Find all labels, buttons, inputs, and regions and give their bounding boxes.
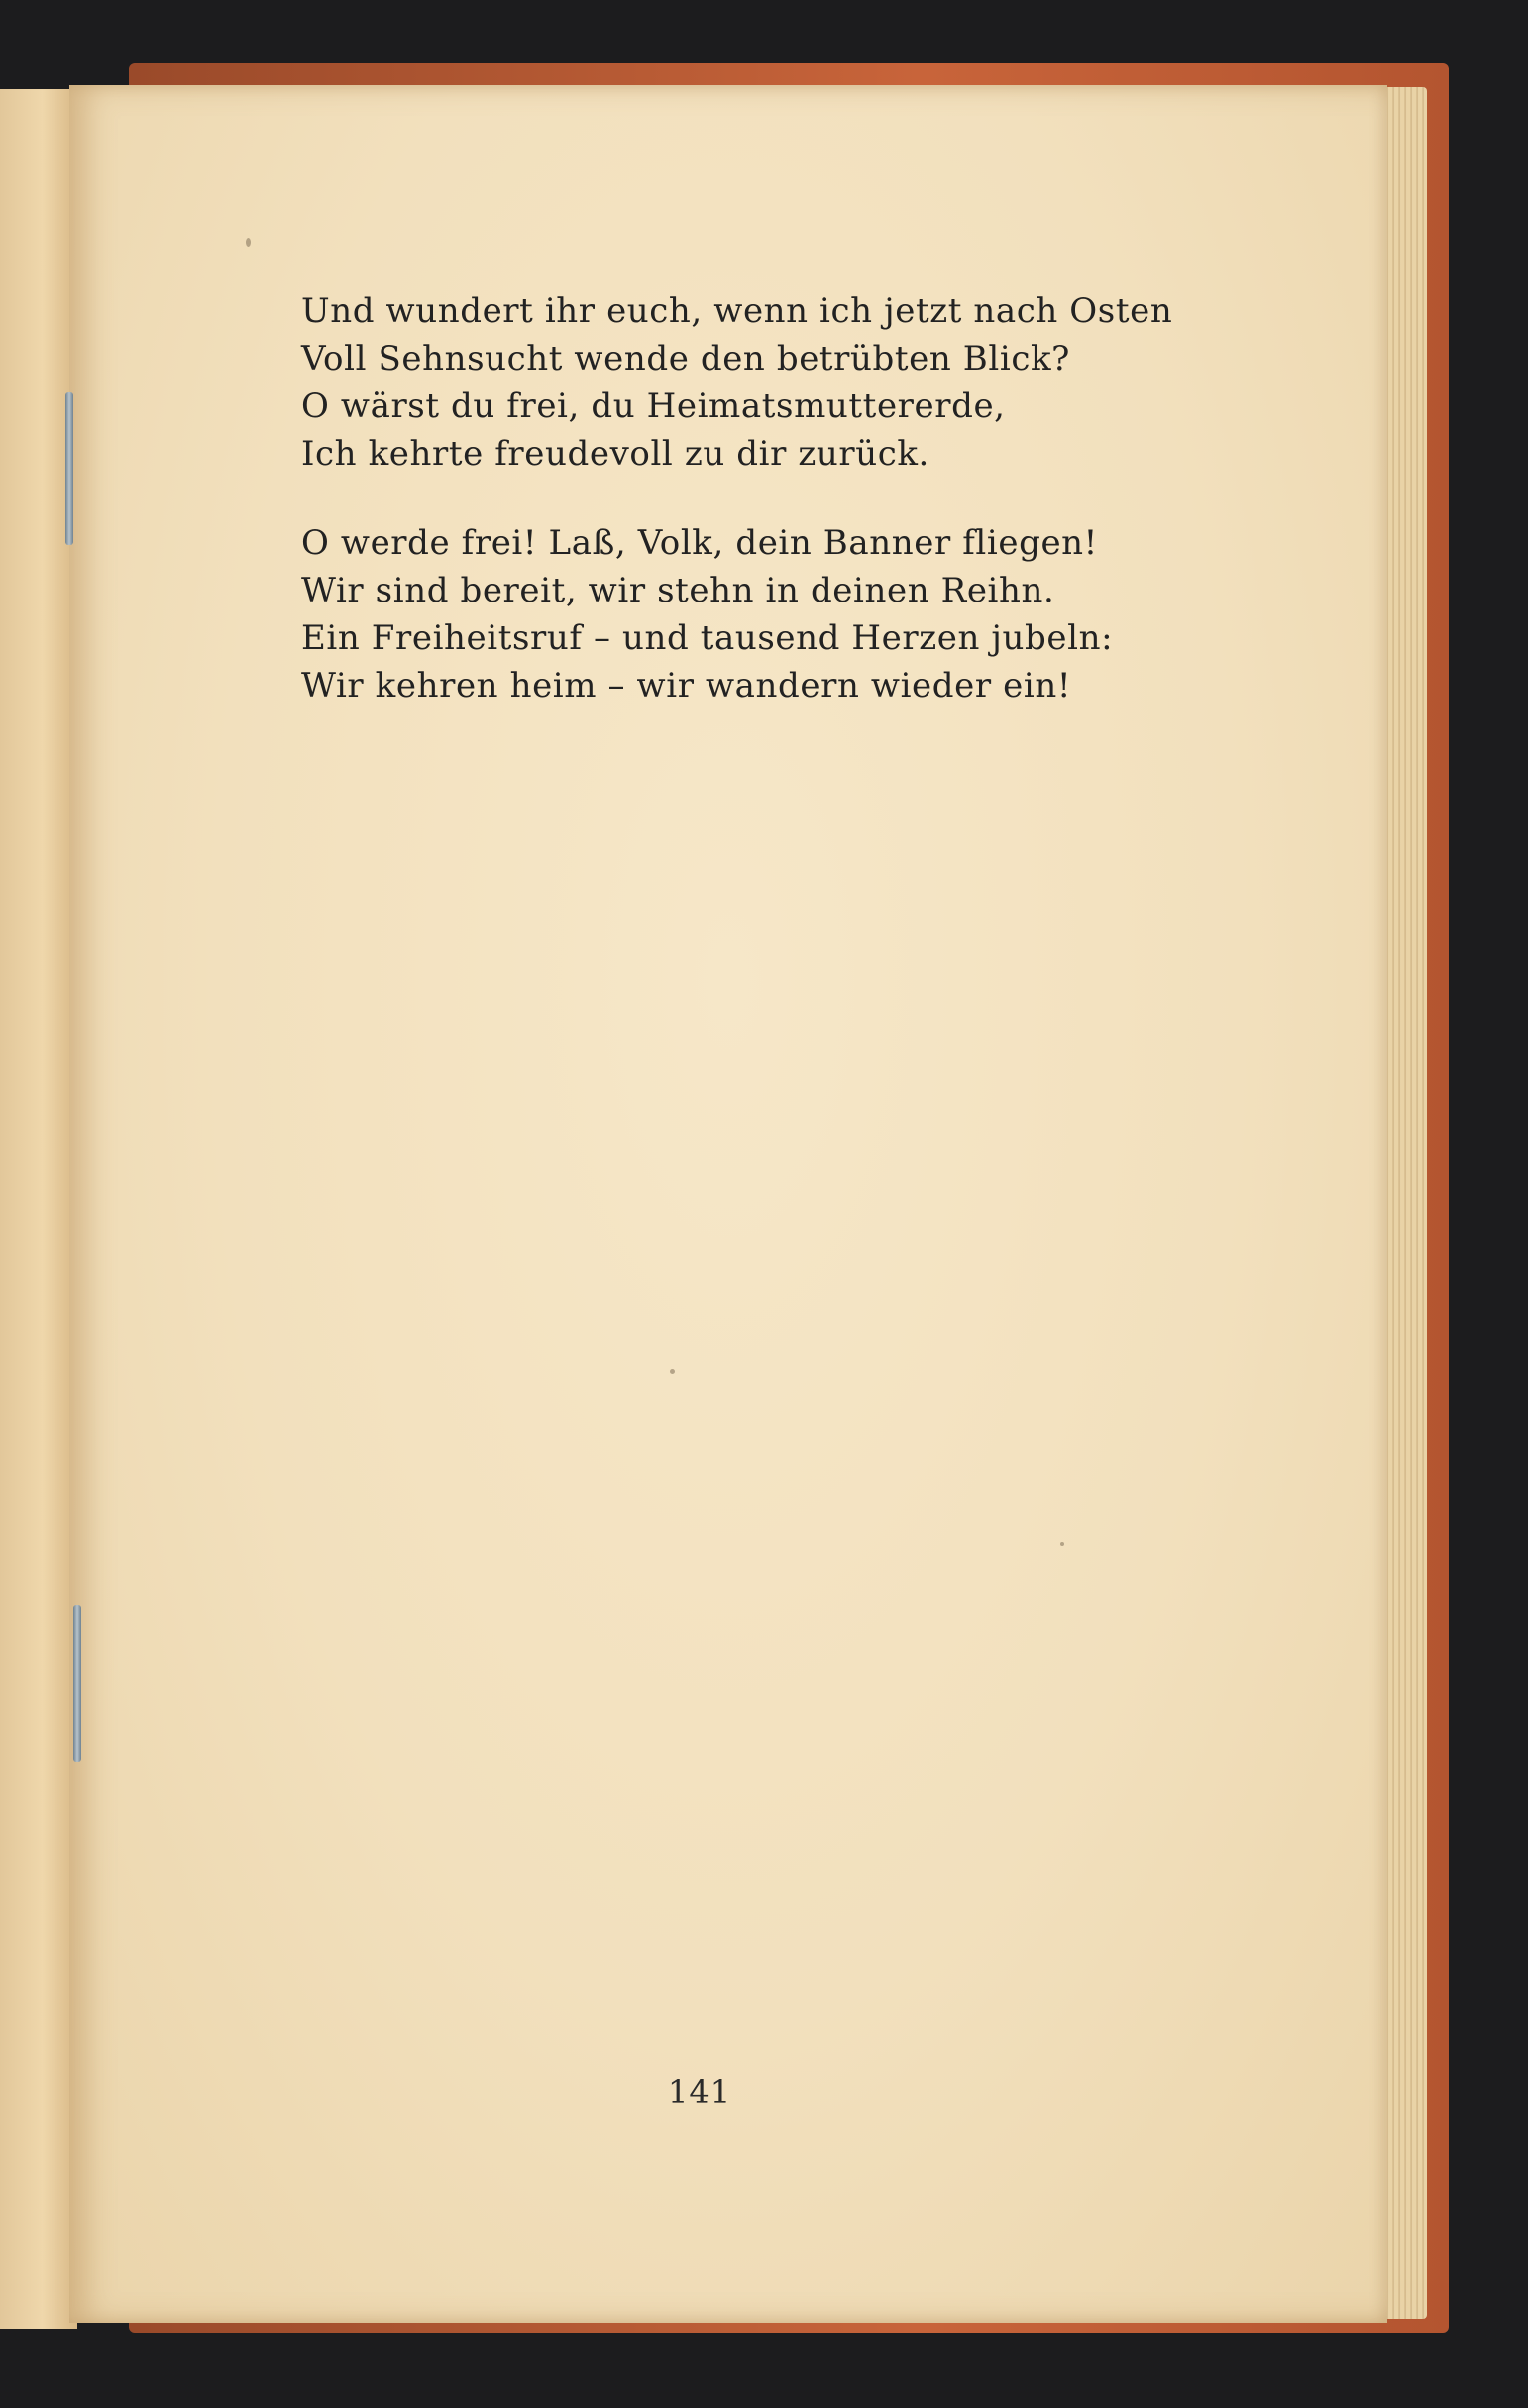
poem-line: Wir kehren heim – wir wandern wieder ein! [301,666,1072,706]
poem-line: Ein Freiheitsruf – und tausend Herzen jubeln: [301,618,1114,658]
stanza [301,519,1173,710]
page-number: 141 [668,2073,732,2111]
poem [301,287,1173,751]
poem-line: O wärst du frei, du Heimatsmuttererde, [301,386,1006,426]
poem-line: Ich kehrte freudevoll zu dir zurück. [301,434,929,474]
poem-line: Wir sind bereit, wir stehn in deinen Reihn. [301,571,1055,610]
poem-line: Und wundert ihr euch, wenn ich jetzt nach Osten [301,291,1173,331]
paper-speck [670,1369,675,1374]
binding-staple-bottom [73,1605,81,1762]
paper-speck [246,238,251,247]
poem-line: Voll Sehnsucht wende den betrübten Blick? [301,339,1070,379]
poem-line: O werde frei! Laß, Volk, dein Banner fliegen! [301,523,1098,563]
paper-speck [1060,1542,1064,1546]
binding-staple-top [65,392,73,545]
stanza [301,287,1173,478]
